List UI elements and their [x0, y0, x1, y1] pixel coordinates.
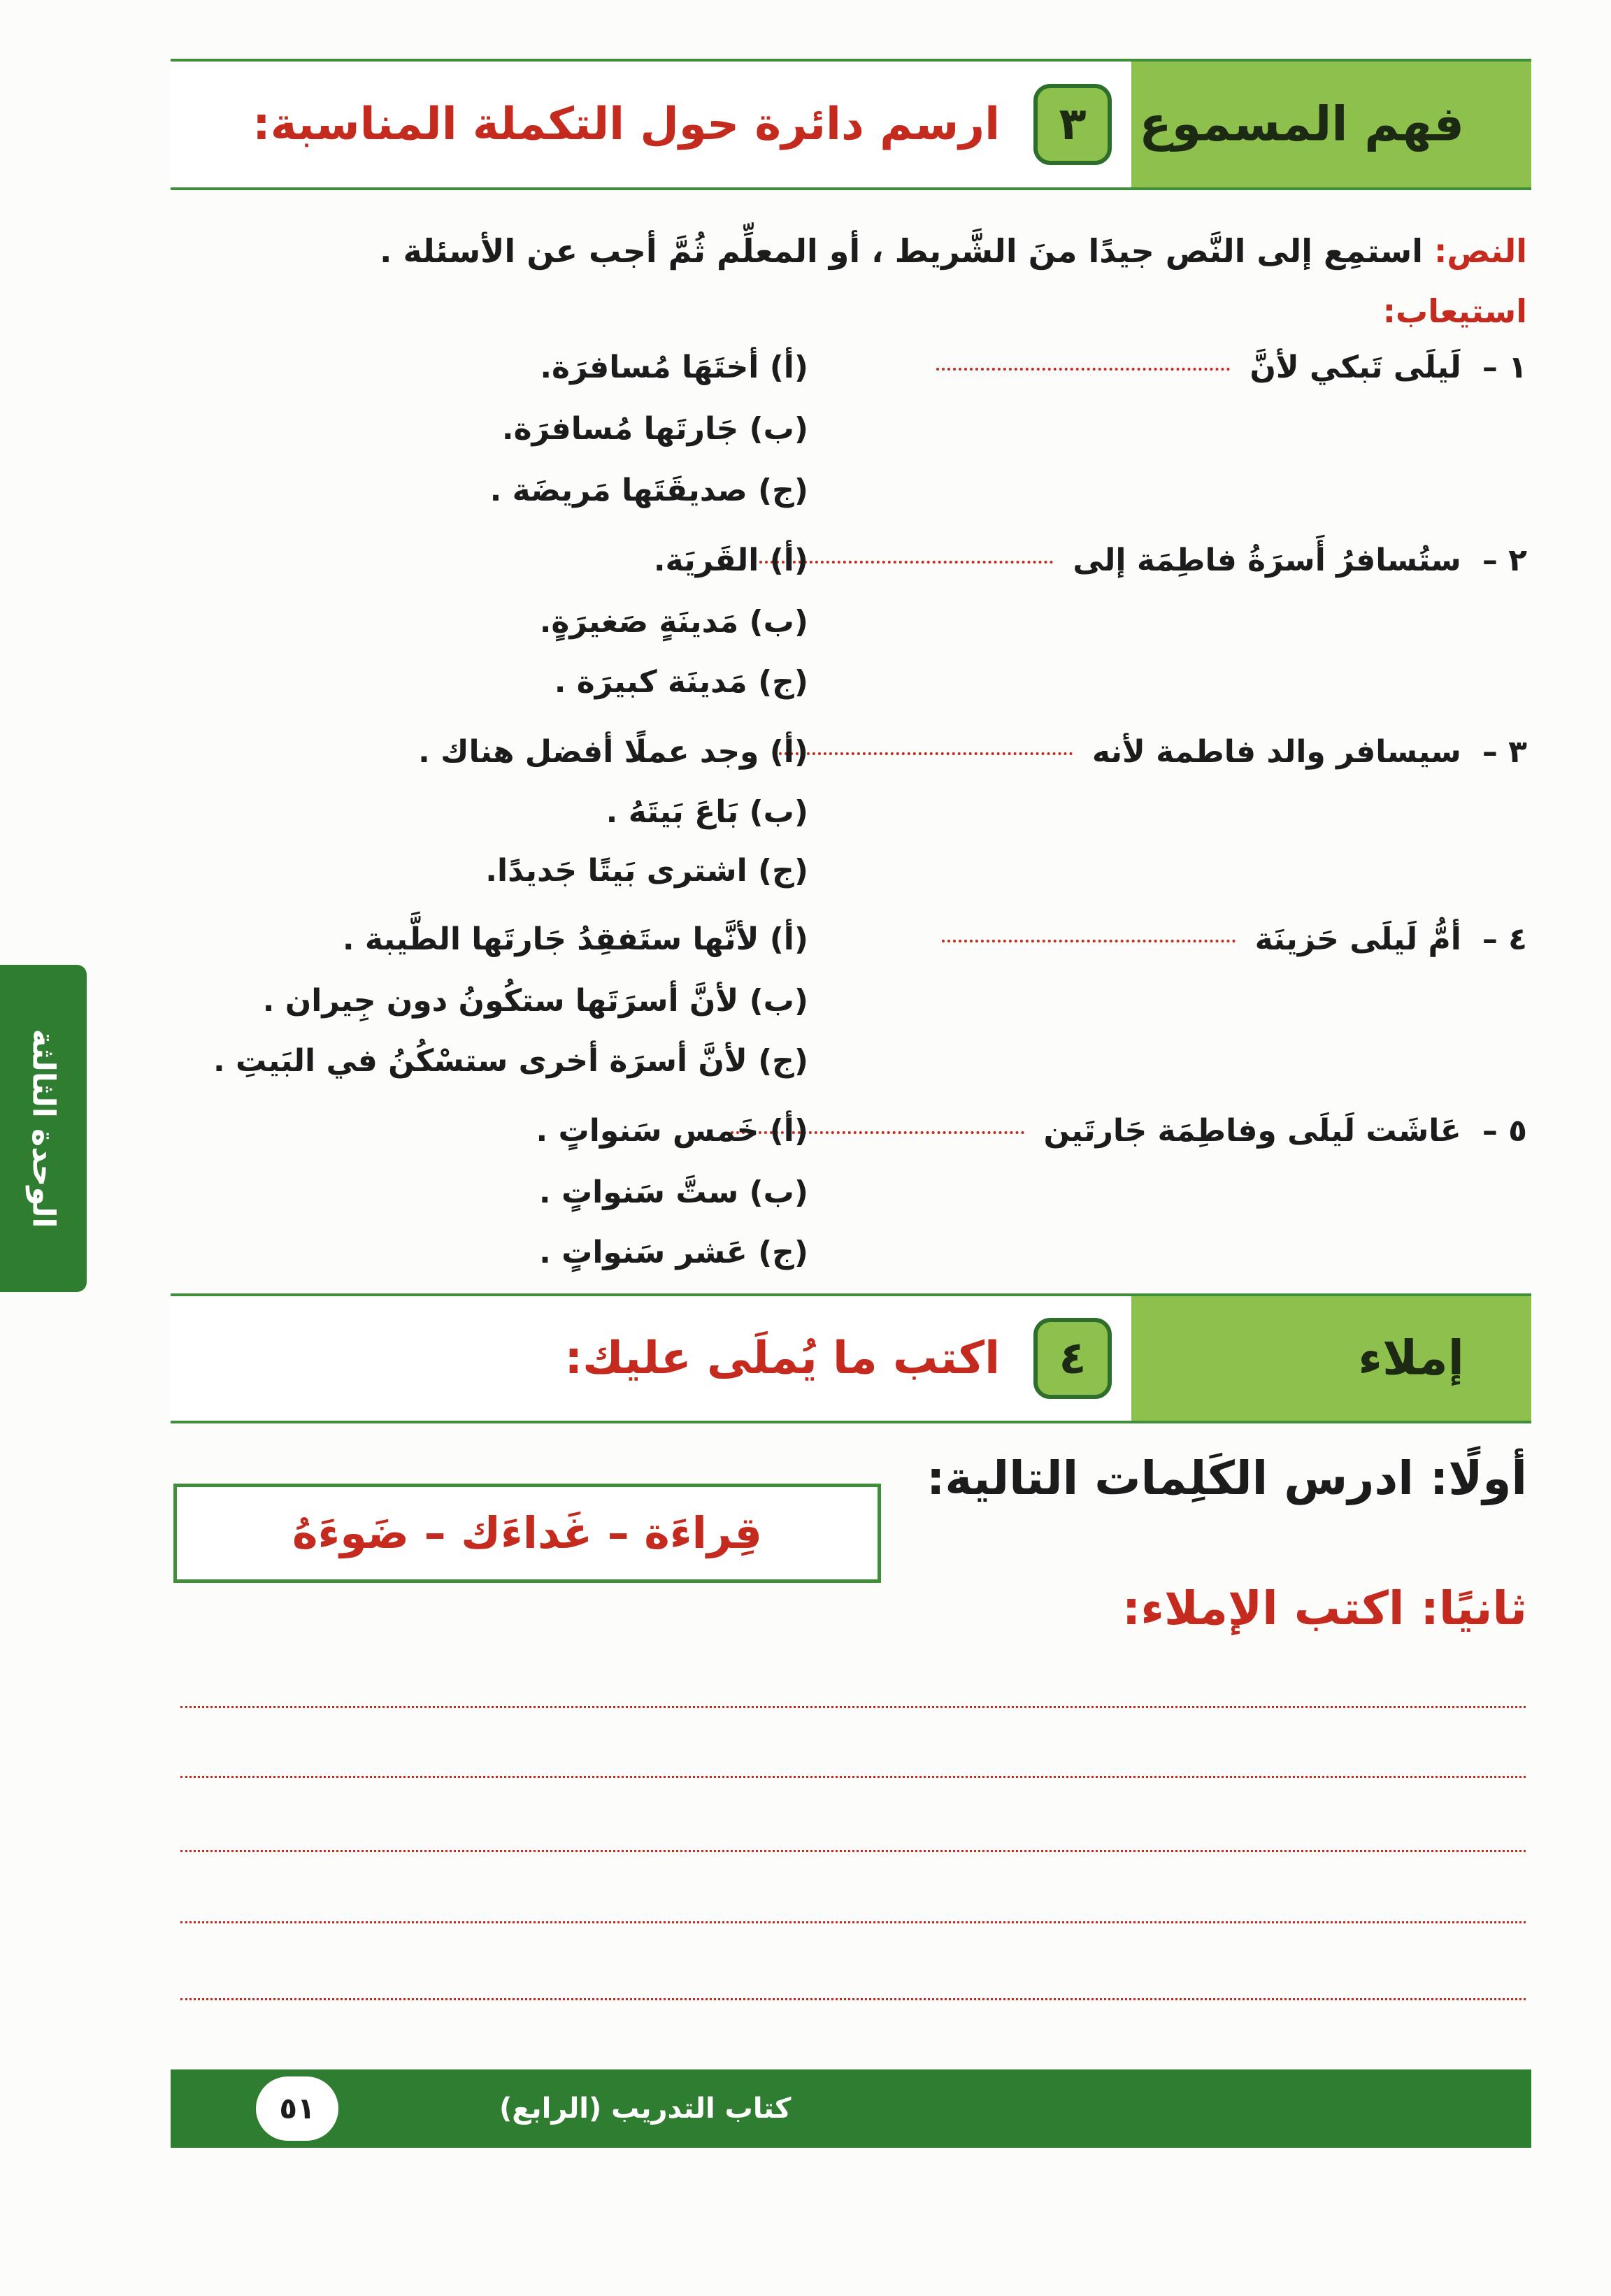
question-text: ستُسافرُ أَسرَةُ فاطِمَة إلى [1073, 543, 1461, 578]
option-4a[interactable]: (أ) لأنَّها ستَفقِدُ جَارتَها الطَّيبة . [342, 921, 808, 957]
option-2a[interactable]: (أ) القَريَة. [653, 543, 808, 578]
section-4-title: اكتب ما يُملَى عليك: [564, 1333, 1000, 1384]
question-2-stem [759, 543, 1527, 578]
question-number: ١ – [1482, 350, 1527, 385]
first-text: ادرس الكَلِمات التالية: [926, 1451, 1414, 1505]
dictation-second-line: ثانيًا: اكتب الإملاء: [1122, 1581, 1527, 1635]
option-3c[interactable]: (ج) اشترى بَيتًا جَديدًا. [485, 853, 808, 889]
option-4b[interactable]: (ب) لأنَّ أسرَتَها ستكُونُ دون جِيران . [262, 983, 808, 1019]
section-3-number-badge: ٣ [1033, 84, 1112, 165]
option-5b[interactable]: (ب) ستَّ سَنواتٍ . [538, 1175, 808, 1210]
section-4-label: إملاء [1358, 1330, 1464, 1386]
question-text: لَيلَى تَبكي لأنَّ [1250, 350, 1461, 385]
option-3b[interactable]: (ب) بَاعَ بَيتَهُ . [606, 794, 808, 830]
question-number: ٥ – [1482, 1113, 1527, 1149]
option-2c[interactable]: (ج) مَدينَة كبيرَة . [554, 664, 808, 700]
option-5c[interactable]: (ج) عَشر سَنواتٍ . [539, 1235, 808, 1270]
footer-book-title: كتاب التدريب (الرابع) [499, 2093, 792, 2125]
writing-line[interactable] [180, 1776, 1526, 1778]
section-3-title: ارسم دائرة حول التكملة المناسبة: [252, 99, 1000, 150]
writing-line[interactable] [180, 1706, 1526, 1708]
section-3-label-bg [1131, 62, 1531, 187]
question-3-stem [779, 734, 1527, 770]
question-text: أمُّ لَيلَى حَزينَة [1254, 921, 1461, 957]
question-number: ٤ – [1482, 921, 1527, 957]
page-footer [171, 2069, 1531, 2148]
section-4-number-badge: ٤ [1033, 1318, 1112, 1399]
question-5-stem [731, 1113, 1527, 1149]
option-4c[interactable]: (ج) لأنَّ أسرَة أخرى ستسْكُنُ في البَيتِ . [213, 1043, 808, 1079]
unit-side-tab [0, 965, 87, 1292]
answer-dotted-line [779, 752, 1073, 755]
section-3-label: فهم المسموع [1139, 96, 1464, 152]
question-4-stem [942, 921, 1527, 957]
question-text: سيسافر والد فاطمة لأنه [1091, 734, 1461, 770]
section-4-label-bg [1131, 1296, 1531, 1421]
option-1c[interactable]: (ج) صديقَتَها مَريضَة . [489, 473, 808, 508]
first-label: أولًا: [1429, 1451, 1527, 1505]
option-1a[interactable]: (أ) أختَهَا مُسافرَة. [540, 350, 808, 385]
answer-dotted-line [942, 940, 1236, 942]
writing-line[interactable] [180, 1921, 1526, 1923]
answer-dotted-line [936, 368, 1230, 371]
dictation-first-line [926, 1451, 1527, 1505]
question-number: ٢ – [1482, 543, 1527, 578]
question-text: عَاشَت لَيلَى وفاطِمَة جَارتَين [1043, 1113, 1461, 1149]
unit-side-tab-label: الوحدة الثالثة [25, 1028, 62, 1228]
section-3-header [171, 59, 1531, 190]
dictation-words-box: قِراءَة – غَداءَك – ضَوءَهُ [173, 1484, 881, 1583]
question-1-stem [936, 350, 1527, 385]
section-4-header [171, 1293, 1531, 1423]
writing-line[interactable] [180, 1850, 1526, 1852]
option-5a[interactable]: (أ) خَمس سَنواتٍ . [536, 1113, 808, 1149]
intro-text: استمِع إلى النَّص جيدًا منَ الشَّريط ، أو المعلِّم ثُمَّ أجب عن الأسئلة . [380, 232, 1424, 270]
page-number: ٥١ [256, 2076, 338, 2141]
comprehension-label: استيعاب: [1382, 292, 1527, 330]
option-3a[interactable]: (أ) وجد عملًا أفضل هناك . [418, 734, 808, 770]
writing-line[interactable] [180, 1998, 1526, 2000]
option-2b[interactable]: (ب) مَدينَةٍ صَغيرَةٍ. [539, 604, 808, 640]
option-1b[interactable]: (ب) جَارتَها مُسافرَة. [501, 411, 808, 447]
question-number: ٣ – [1482, 734, 1527, 770]
intro-line [380, 232, 1527, 270]
intro-label: النص: [1434, 232, 1527, 270]
